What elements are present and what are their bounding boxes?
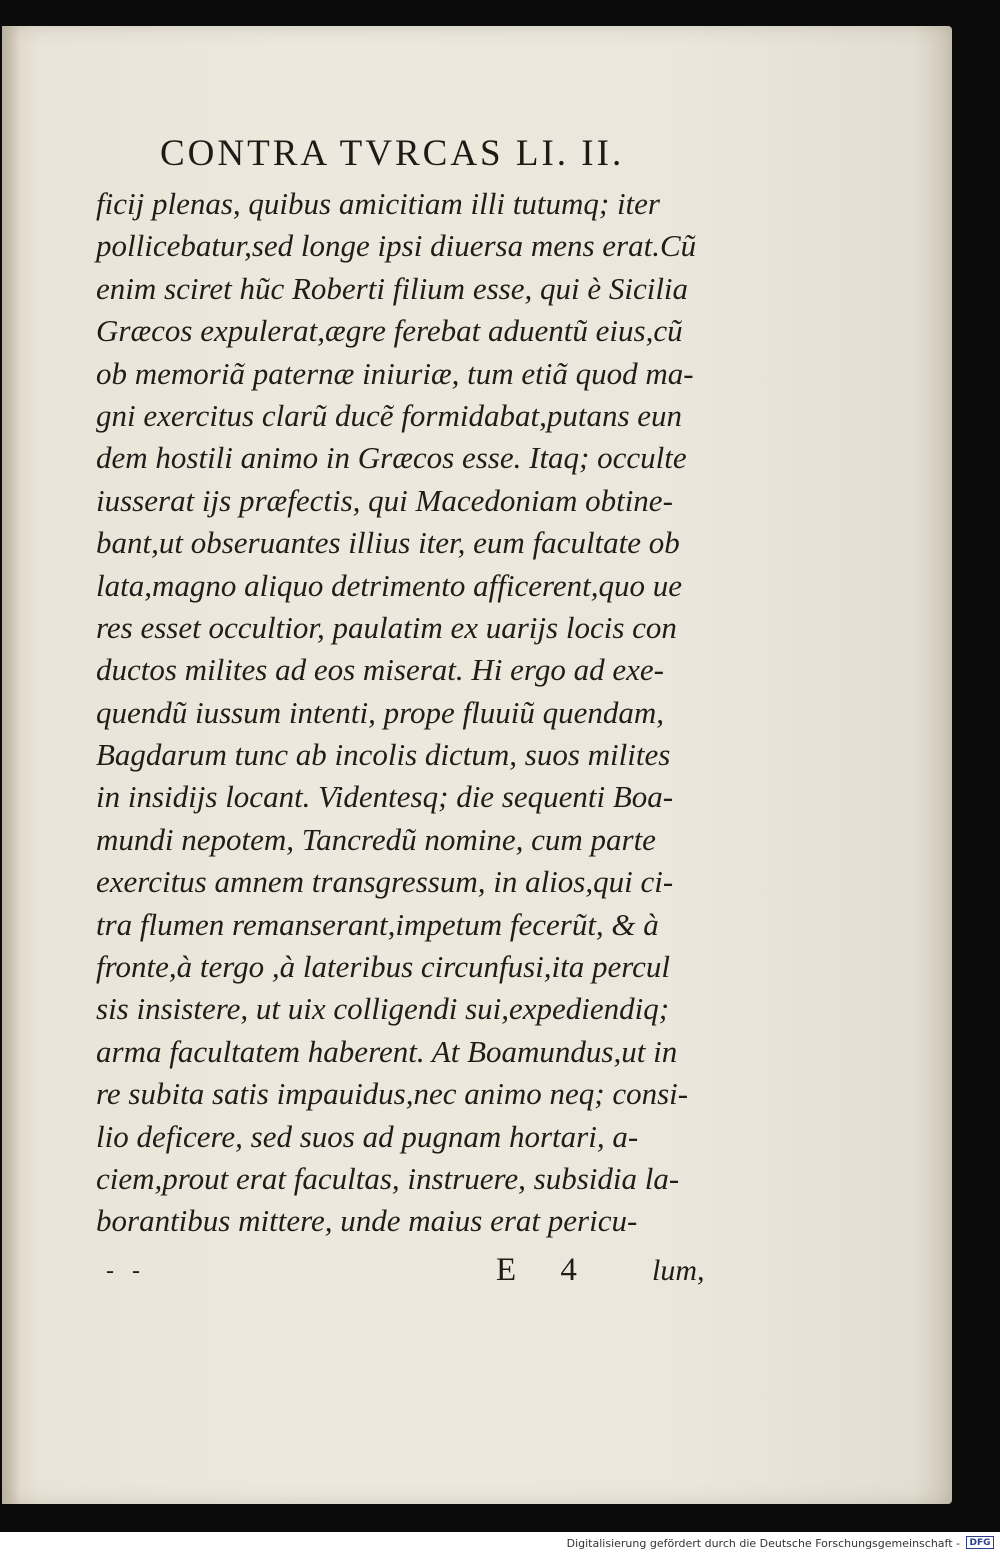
text-line: in insidijs locant. Videntesq; die sequenti Boa- [96,779,674,815]
text-line: fronte,à tergo ,à lateribus circunfusi,ita percul [96,949,671,985]
page-gutter-shadow [2,26,20,1504]
text-line: quendũ iussum intenti, prope fluuiũ quendam, [96,694,665,730]
text-line: Græcos expulerat,ægre ferebat aduentũ eius,cũ [96,313,683,349]
text-line: sis insistere, ut uix colligendi sui,expediendiq; [96,991,670,1027]
dfg-logo: DFG [966,1536,994,1549]
text-line: borantibus mittere, unde maius erat pericu- [96,1203,638,1239]
digitization-footer [0,1532,1000,1554]
text-line: exercitus amnem transgressum, in alios,qui ci- [96,864,674,900]
text-line: gni exercitus clarũ ducẽ formidabat,putans eun [96,397,683,433]
text-line: ficij plenas, quibus amicitiam illi tutumq; iter [96,186,660,221]
text-line: tra flumen remanserant,impetum fecerũt, & à [96,906,659,942]
footer-credit: Digitalisierung gefördert durch die Deutsche Forschungsgemeinschaft - [566,1537,960,1550]
running-head: CONTRA TVRCAS LI. II. [160,133,625,174]
text-line: Bagdarum tunc ab incolis dictum, suos milites [96,737,671,773]
text-line: ciem,prout erat facultas, instruere, subsidia la- [96,1160,680,1196]
text-line: dem hostili animo in Græcos esse. Itaq; occulte [96,440,687,476]
text-line: re subita satis impauidus,nec animo neq; consi- [96,1076,689,1112]
text-line: iusserat ijs præfectis, qui Macedoniam obtine- [96,482,673,518]
text-line: lata,magno aliquo detrimento afficerent,quo ue [96,567,683,603]
text-line: arma facultatem haberent. At Boamundus,ut in [96,1033,678,1069]
text-line: mundi nepotem, Tancredũ nomine, cum parte [96,821,656,857]
page-foot [96,1244,716,1294]
text-line: lio deficere, sed suos ad pugnam hortari, a- [96,1118,639,1154]
signature-mark-e4: E 4 [496,1252,595,1288]
text-line: bant,ut obseruantes illius iter, eum facultate ob [96,525,680,561]
text-line: pollicebatur,sed longe ipsi diuersa mens erat.Cũ [96,228,697,264]
body-text [96,183,716,1243]
catchword: lum, [652,1254,705,1287]
text-line: ductos milites ad eos miserat. Hi ergo ad exe- [96,652,664,688]
signature-mark: - - [106,1258,146,1284]
text-line: res esset occultior, paulatim ex uarijs locis con [96,609,677,645]
text-line: enim sciret hũc Roberti filium esse, qui è Sicilia [96,270,689,306]
text-line: ob memoriã paternæ iniuriæ, tum etiã quod ma- [96,355,694,391]
